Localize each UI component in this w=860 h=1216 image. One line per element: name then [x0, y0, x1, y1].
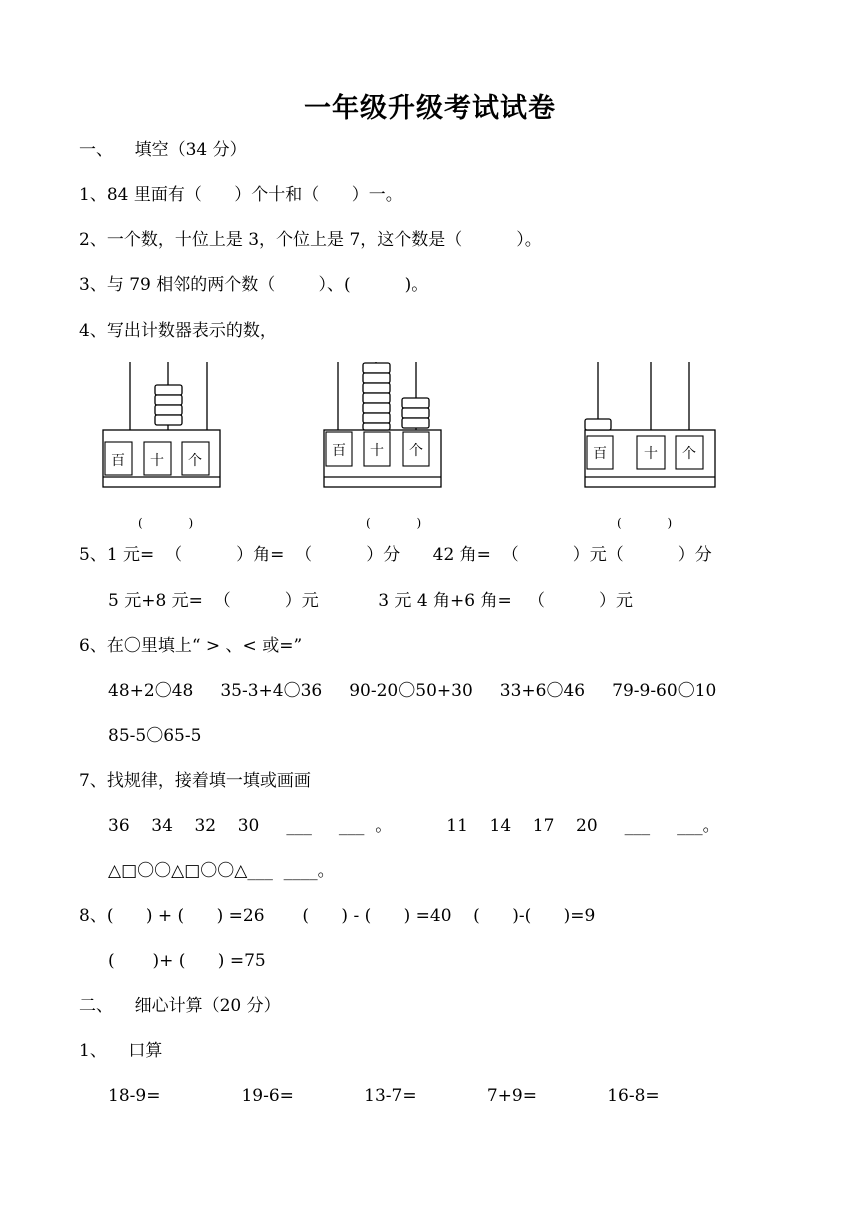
place-label-hundreds: 百	[111, 453, 125, 469]
abacus-2-answer[interactable]: ( )	[366, 516, 422, 530]
place-label-tens: 十	[150, 453, 164, 469]
question-2: 2、一个数，十位上是 3，个位上是 7，这个数是（ ）。	[79, 230, 542, 250]
question-6a: 48+2〇48 35-3+4〇36 90-20〇50+30 33+6〇46 79-9-60〇10	[108, 681, 717, 701]
question-4: 4、写出计数器表示的数，	[79, 321, 277, 341]
section-1-heading: 一、 填空（34 分）	[79, 140, 247, 160]
bead	[155, 405, 182, 415]
svg-text:个: 个	[409, 443, 423, 459]
calc-1-problems: 18-9= 19-6= 13-7= 7+9= 16-8=	[108, 1086, 660, 1106]
question-3: 3、与 79 相邻的两个数（ ）、( )。	[79, 275, 429, 295]
place-label-ones: 个	[188, 453, 202, 469]
question-5b: 5 元+8 元= （ ）元 3 元 4 角+6 角= （ ）元	[108, 591, 634, 611]
beads	[363, 363, 429, 430]
bead	[155, 395, 182, 405]
section-2-heading: 二、 细心计算（20 分）	[79, 996, 281, 1016]
question-8a: 8、( ) + ( ) =26 ( ) - ( ) =40 ( )-( )=9	[79, 906, 596, 926]
abacus-3-answer[interactable]: ( )	[617, 516, 673, 530]
bead	[155, 415, 182, 425]
question-7b: △□〇〇△□〇〇△___ ____。	[108, 861, 335, 881]
abacus-1-answer[interactable]: ( )	[138, 516, 194, 530]
beads	[155, 385, 182, 425]
svg-text:百: 百	[332, 443, 346, 459]
bead	[155, 385, 182, 395]
svg-text:十: 十	[644, 446, 658, 462]
beads	[585, 419, 611, 430]
page-title: 一年级升级考试试卷	[304, 93, 556, 124]
abacus-1	[100, 360, 225, 495]
calc-1-heading: 1、 口算	[79, 1041, 163, 1061]
question-8b: ( )+ ( ) =75	[108, 951, 266, 971]
question-5a: 5、1 元= （ ）角= （ ）分 42 角= （ ）元（ ）分	[79, 545, 712, 565]
abacus-3	[582, 360, 722, 495]
question-7a: 36 34 32 30 ___ ___ 。 11 14 17 20 ___ ___。	[108, 816, 720, 836]
svg-text:十: 十	[370, 443, 384, 459]
svg-text:个: 个	[682, 446, 696, 462]
question-1: 1、84 里面有（ ）个十和（ ）一。	[79, 185, 403, 205]
svg-text:百: 百	[593, 446, 607, 462]
abacus-2	[321, 360, 446, 495]
question-7: 7、找规律，接着填一填或画画	[79, 771, 311, 791]
question-6: 6、在〇里填上“ > 、< 或=”	[79, 636, 303, 656]
question-6b: 85-5〇65-5	[108, 726, 202, 746]
